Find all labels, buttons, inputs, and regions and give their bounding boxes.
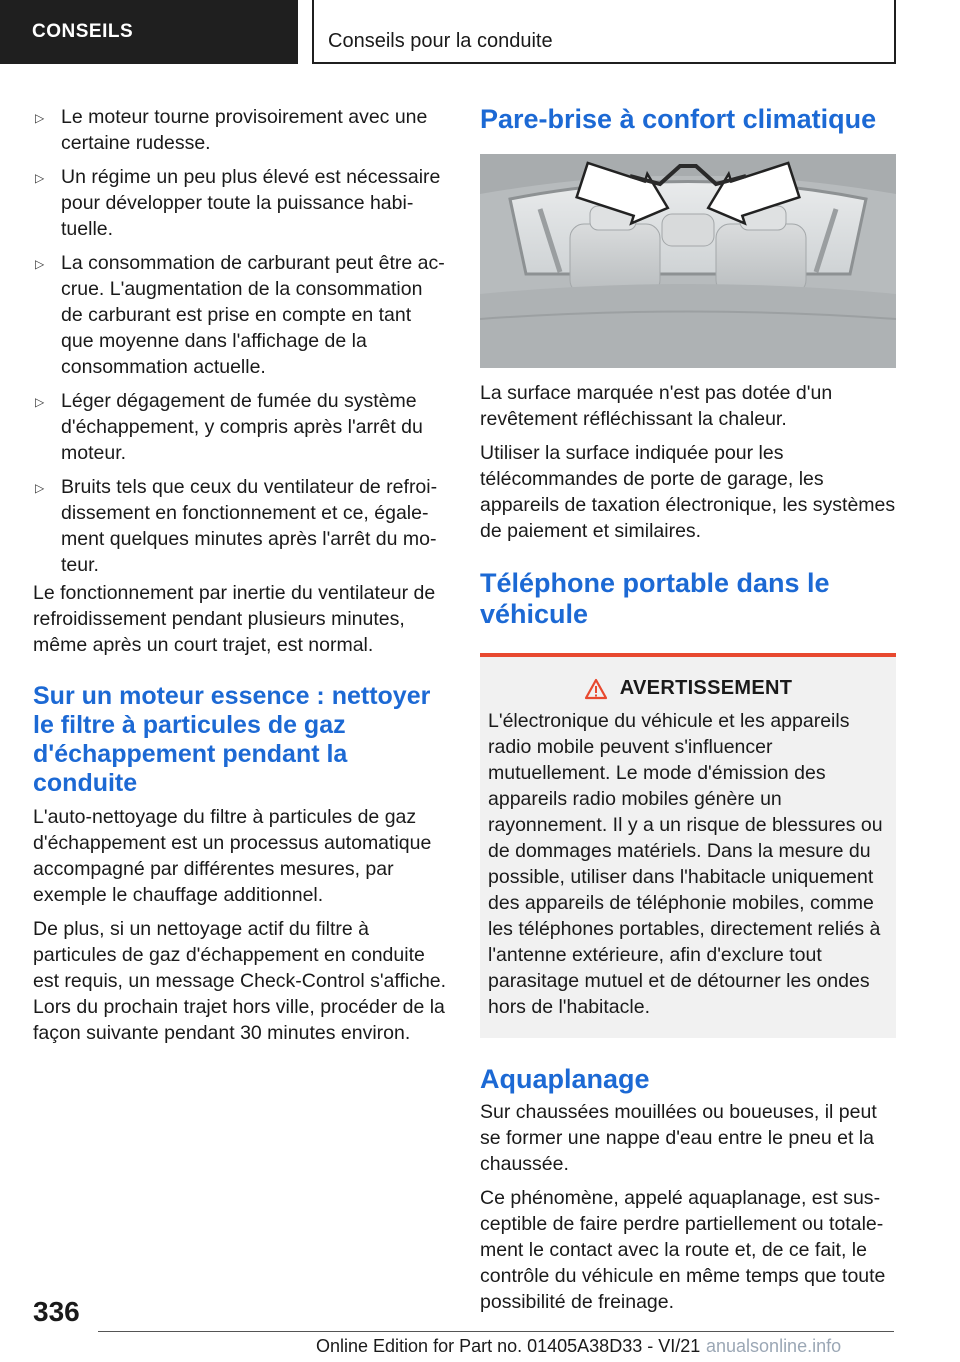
- car-interior-image: [480, 154, 896, 368]
- aquaplaning-heading: Aquaplanage: [480, 1064, 650, 1094]
- list-item: ▷ Léger dégagement de fumée du système d'échappement, y compris après l'arrêt du moteur.: [35, 390, 423, 464]
- page-title: Conseils pour la conduite: [328, 30, 553, 52]
- warning-triangle-icon: [584, 678, 608, 700]
- triangle-bullet-icon: ▷: [35, 111, 45, 125]
- aquaplaning-paragraph-1: Sur chaussées mouillées ou boueuses, il peut se former une nappe d'eau entre le pneu et la chaussée.: [480, 1101, 877, 1175]
- windshield-illustration: [480, 154, 896, 368]
- left-column: [33, 104, 447, 1054]
- triangle-bullet-icon: ▷: [35, 171, 45, 185]
- windshield-paragraph-1: La surface marquée n'est pas dotée d'un revêtement réfléchissant la chaleur.: [480, 382, 833, 430]
- filter-paragraph-1: L'auto-nettoyage du filtre à particules de gaz d'échappement est un processus automatique accompagné par différentes mesures, par exemple le chauffage additionnel.: [33, 806, 432, 906]
- windshield-paragraph-2: Utiliser la surface indiquée pour les télécommandes de porte de garage, les appareils de taxation électronique, les systèmes de paiement et similaires.: [480, 442, 896, 542]
- triangle-bullet-icon: ▷: [35, 257, 45, 271]
- list-item: ▷ La consommation de carburant peut être accrue. L'augmentation de la consommation de carburant est prise en compte en tant que moyenne dans l'affichage de la consommation actuelle.: [35, 252, 445, 378]
- list-item: ▷ Le moteur tourne provisoirement avec une certaine rudesse.: [35, 106, 428, 154]
- symptom-list: [33, 104, 447, 578]
- section-label: CONSEILS: [32, 21, 134, 42]
- warning-title: AVERTISSEMENT: [619, 677, 793, 699]
- footer-edition: Online Edition for Part no. 01405A38D33 - VI/21: [316, 1336, 701, 1356]
- fan-paragraph: Le fonctionnement par inertie du ventilateur de refroidissement pendant plusieurs minutes, même après un court trajet, est normal.: [33, 582, 436, 656]
- page-number: 336: [33, 1296, 80, 1327]
- right-column: [480, 104, 896, 1323]
- list-item: ▷ Un régime un peu plus élevé est nécessaire pour développer toute la puissance habituelle.: [35, 166, 441, 240]
- warning-box: [480, 653, 896, 1038]
- watermark: anualsonline.info: [706, 1336, 842, 1356]
- footer-divider: [98, 1331, 894, 1332]
- phone-heading: Téléphone portable dans le véhicule: [480, 568, 830, 629]
- warning-text: L'électronique du véhicule et les appareils radio mobile peuvent s'influencer mutuellement. Le mode d'émission des appareils radio mobiles génère un rayonnement. Il y a un risque de blessures ou de dommages matériels. Dans la mesure du possible, utiliser dans l'habitacle uniquement des appareils de téléphonie mobiles, comme les téléphones portables, directement reliés à l'antenne extérieure, afin d'exclure tout parasitage mutuel et de détourner les ondes hors de l'habitacle.: [488, 710, 883, 1018]
- warning-title-row: [488, 677, 888, 700]
- aquaplaning-paragraph-2: Ce phénomène, appelé aquaplanage, est susceptible de faire perdre partiellement ou totalement le contact avec la route et, de ce fait, le contrôle du véhicule en même temps que toute possibilité de freinage.: [480, 1187, 886, 1313]
- triangle-bullet-icon: ▷: [35, 481, 45, 495]
- filter-paragraph-2: De plus, si un nettoyage actif du filtre à particules de gaz d'échappement en conduite est requis, un message Check-Control s'affiche. Lors du prochain trajet hors ville, procéder de la façon suivante pendant 30 minutes environ.: [33, 918, 447, 1044]
- list-item: ▷ Bruits tels que ceux du ventilateur de refroidissement en fonctionnement et ce, également quelques minutes après l'arrêt du moteur.: [35, 476, 438, 576]
- section-tab: [0, 0, 298, 64]
- windshield-heading: Pare-brise à confort climatique: [480, 104, 877, 134]
- filter-heading: Sur un moteur essence : nettoyer le filtre à particules de gaz d'échappement pendant la conduite: [33, 682, 431, 797]
- page-title-box: [312, 0, 896, 64]
- triangle-bullet-icon: ▷: [35, 395, 45, 409]
